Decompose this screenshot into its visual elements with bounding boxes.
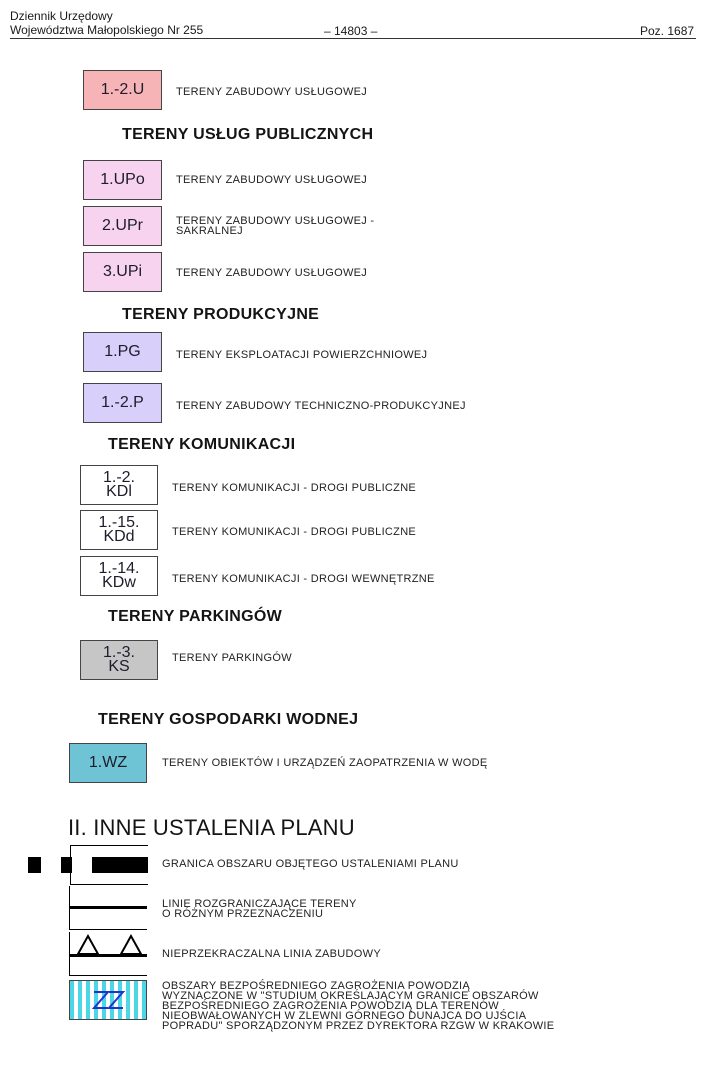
code-upo: 1.UPo	[100, 171, 145, 188]
heading-parkingow: TERENY PARKINGÓW	[108, 608, 282, 625]
desc-upi: TERENY ZABUDOWY USŁUGOWEJ	[176, 267, 368, 279]
page-number: – 14803 –	[324, 24, 378, 38]
code-wz: 1.WZ	[88, 754, 128, 771]
boundary-line-frame-top	[70, 845, 148, 846]
desc-pg: TERENY EKSPLOATACJI POWIERZCHNIOWEJ	[176, 349, 428, 361]
journal-title-line2: Województwa Małopolskiego Nr 255	[10, 23, 204, 37]
swatch-upr	[83, 206, 162, 246]
desc-wz: TERENY OBIEKTÓW I URZĄDZEŃ ZAOPATRZENIA W WODĘ	[162, 757, 488, 769]
code-u: 1.-2.U	[100, 81, 145, 98]
swatch-p	[83, 383, 162, 423]
code-kdd-num: 1.-15.	[98, 514, 140, 531]
desc-kdl: TERENY KOMUNIKACJI - DROGI PUBLICZNE	[172, 482, 417, 494]
journal-title-line1: Dziennik Urzędowy	[10, 9, 113, 23]
swatch-wz	[69, 743, 147, 783]
swatch-upo	[83, 160, 162, 200]
flood-zone-symbol	[69, 980, 147, 1020]
swatch-pg	[83, 332, 162, 372]
building-line-frame-bottom	[69, 975, 147, 976]
building-line-stroke	[69, 954, 147, 957]
desc-p: TERENY ZABUDOWY TECHNICZNO-PRODUKCYJNEJ	[176, 400, 466, 412]
code-upi: 3.UPi	[102, 263, 143, 280]
swatch-uslugowa	[83, 70, 162, 110]
code-ks-num: 1.-3.	[102, 644, 135, 661]
desc-building-line: NIEPRZEKRACZALNA LINIA ZABUDOWY	[162, 948, 381, 960]
boundary-line-frame-bottom	[70, 884, 148, 885]
code-ks-sym: KS	[108, 658, 130, 675]
dividing-line-symbol	[69, 886, 147, 930]
desc-dividing-lines: LINIE ROZGRANICZAJĄCE TERENY O RÓŻNYM PRZEZNACZENIU	[162, 898, 357, 920]
heading-komunikacji: TERENY KOMUNIKACJI	[108, 436, 296, 453]
building-line-symbol	[69, 932, 147, 976]
header-rule	[10, 38, 696, 39]
code-kdl-num: 1.-2.	[102, 469, 135, 486]
code-upr: 2.UPr	[102, 217, 143, 234]
swatch-ks	[80, 640, 158, 680]
desc-boundary: GRANICA OBSZARU OBJĘTEGO USTALENIAMI PLANU	[162, 858, 459, 870]
boundary-dash-3	[92, 857, 148, 873]
swatch-kdw	[80, 556, 158, 596]
dividing-line-stroke	[69, 906, 147, 909]
code-kdd-sym: KDd	[103, 528, 135, 545]
swatch-kdl	[80, 465, 158, 505]
flood-zone-wave-icon	[70, 981, 146, 1019]
code-kdw-sym: KDw	[102, 574, 136, 591]
swatch-kdd	[80, 510, 158, 550]
code-kdw-num: 1.-14.	[98, 560, 140, 577]
boundary-line-frame-left	[70, 845, 71, 885]
boundary-line-symbol	[28, 845, 148, 885]
code-p: 1.-2.P	[101, 394, 144, 411]
desc-flood-zone: OBSZARY BEZPOŚREDNIEGO ZAGROŻENIA POWODZIĄ WYZNACZONE W "STUDIUM OKREŚLAJĄCYM GRANICE OBSZARÓW BEZPOŚREDNIEGO ZAGROŻENIA POWODZIĄ DLA TERENÓW NIEOBWAŁOWANYCH W ZLEWNI GÓRNEGO DUNAJCA DO UJŚCIA POPRADU" SPORZĄDZONYM PRZEZ DYREKTORA RZGW W KRAKOWIE	[162, 980, 555, 1032]
code-pg: 1.PG	[104, 343, 141, 360]
swatch-upi	[83, 252, 162, 292]
dividing-line-frame-bottom	[69, 929, 147, 930]
heading-gospodarki-wodnej: TERENY GOSPODARKI WODNEJ	[98, 711, 359, 728]
desc-kdd: TERENY KOMUNIKACJI - DROGI PUBLICZNE	[172, 526, 417, 538]
desc-upr: TERENY ZABUDOWY USŁUGOWEJ - SAKRALNEJ	[176, 215, 375, 237]
heading-inne-ustalenia: II. INNE USTALENIA PLANU	[68, 815, 355, 840]
heading-produkcyjne: TERENY PRODUKCYJNE	[122, 306, 320, 323]
code-kdl-sym: KDl	[106, 483, 132, 500]
desc-kdw: TERENY KOMUNIKACJI - DROGI WEWNĘTRZNE	[172, 573, 435, 585]
position-number: Poz. 1687	[640, 24, 695, 38]
boundary-dash-1	[28, 857, 41, 873]
desc-upo: TERENY ZABUDOWY USŁUGOWEJ	[176, 174, 368, 186]
desc-u: TERENY ZABUDOWY USŁUGOWEJ	[176, 86, 368, 98]
desc-ks: TERENY PARKINGÓW	[172, 652, 292, 664]
heading-uslugi-publiczne: TERENY USŁUG PUBLICZNYCH	[122, 126, 374, 143]
